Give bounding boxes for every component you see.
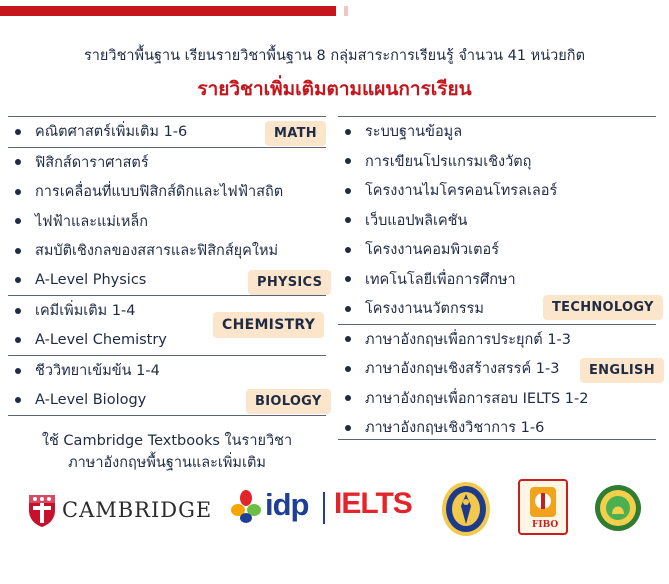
list-item: ภาษาอังกฤษเชิงวิชาการ 1-6 bbox=[338, 413, 656, 443]
bullet-icon bbox=[15, 337, 21, 343]
bullet-icon bbox=[345, 276, 351, 282]
list-item: ภาษาอังกฤษเพื่อการสอบ IELTS 1-2 bbox=[338, 384, 656, 414]
bullet-icon bbox=[345, 366, 351, 372]
list-item: เทคโนโลยีเพื่อการศึกษา bbox=[338, 265, 656, 295]
list-item: ภาษาอังกฤษเพื่อการประยุกต์ 1-3 bbox=[338, 325, 656, 355]
chemistry-group bbox=[8, 295, 326, 355]
subtitle: รายวิชาพื้นฐาน เรียนรายวิชาพื้นฐาน 8 กลุ่มสาระการเรียนรู้ จำนวน 41 หน่วยกิต bbox=[84, 48, 585, 64]
technology-badge: TECHNOLOGY bbox=[543, 295, 663, 320]
top-accent-mark bbox=[344, 6, 348, 16]
list-item: A-Level Chemistry bbox=[8, 326, 326, 356]
left-column bbox=[8, 116, 326, 416]
list-item: ฟิสิกส์ดาราศาสตร์ bbox=[8, 148, 326, 178]
list-item: สมบัติเชิงกลของสสารและฟิสิกส์ยุคใหม่ bbox=[8, 236, 326, 266]
bullet-icon bbox=[15, 248, 21, 254]
english-group bbox=[338, 324, 656, 443]
bullet-icon bbox=[15, 277, 21, 283]
page-title: รายวิชาเพิ่มเติมตามแผนการเรียน bbox=[197, 78, 472, 100]
fibo-wordmark: FIBO bbox=[532, 520, 559, 530]
biology-badge: BIOLOGY bbox=[246, 389, 331, 414]
list-item: ภาษาอังกฤษเชิงสร้างสรรค์ 1-3 bbox=[338, 354, 656, 384]
list-item: คณิตศาสตร์เพิ่มเติม 1-6 bbox=[8, 117, 326, 147]
chemistry-badge: CHEMISTRY bbox=[213, 312, 324, 338]
math-group bbox=[8, 116, 326, 147]
note-line-1: ใช้ Cambridge Textbooks ในรายวิชา bbox=[41, 433, 293, 449]
biology-group bbox=[8, 355, 326, 415]
bullet-icon bbox=[345, 336, 351, 342]
cambridge-note bbox=[8, 430, 326, 474]
bullet-icon bbox=[345, 395, 351, 401]
ielts-wordmark: IELTS bbox=[334, 487, 412, 520]
top-accent-bar bbox=[0, 6, 336, 16]
list-item: ชีววิทยาเข้มข้น 1-4 bbox=[8, 356, 326, 386]
physics-group bbox=[8, 147, 326, 296]
technology-group bbox=[338, 116, 656, 324]
list-item: เว็บแอปพลิเคชัน bbox=[338, 206, 656, 236]
logo-divider bbox=[323, 492, 325, 524]
bullet-icon bbox=[345, 129, 351, 135]
right-column bbox=[338, 116, 656, 443]
math-badge: MATH bbox=[265, 121, 326, 146]
cambridge-wordmark: CAMBRIDGE bbox=[62, 498, 213, 522]
note-line-2: ภาษาอังกฤษพื้นฐานและเพิ่มเติม bbox=[68, 455, 266, 471]
list-item: A-Level Biology bbox=[8, 386, 326, 416]
university-seal-icon bbox=[440, 480, 492, 538]
list-item: ไฟฟ้าและแม่เหล็ก bbox=[8, 207, 326, 237]
university-seal-logo bbox=[440, 480, 492, 542]
bullet-icon bbox=[345, 247, 351, 253]
idp-flower-icon bbox=[230, 490, 262, 524]
list-item: การเขียนโปรแกรมเชิงวัตถุ bbox=[338, 147, 656, 177]
physics-badge: PHYSICS bbox=[248, 270, 331, 295]
bullet-icon bbox=[15, 159, 21, 165]
bullet-icon bbox=[345, 188, 351, 194]
english-badge: ENGLISH bbox=[580, 358, 664, 383]
list-item: โครงงานนวัตกรรม bbox=[338, 294, 656, 324]
bullet-icon bbox=[15, 308, 21, 314]
list-item: การเคลื่อนที่แบบฟิสิกส์ดิกและไฟฟ้าสถิต bbox=[8, 177, 326, 207]
bullet-icon bbox=[15, 368, 21, 374]
bullet-icon bbox=[15, 129, 21, 135]
school-emblem-icon bbox=[594, 484, 642, 532]
list-item: A-Level Physics bbox=[8, 266, 326, 296]
bullet-icon bbox=[345, 217, 351, 223]
bullet-icon bbox=[15, 189, 21, 195]
school-emblem-logo bbox=[594, 484, 642, 536]
partner-logos bbox=[0, 478, 669, 548]
bullet-icon bbox=[345, 306, 351, 312]
list-item: โครงงานไมโครคอนโทรลเลอร์ bbox=[338, 176, 656, 206]
bullet-icon bbox=[15, 397, 21, 403]
cambridge-shield-icon bbox=[28, 494, 56, 528]
right-bottom-rule bbox=[338, 439, 656, 440]
idp-wordmark: idp bbox=[265, 487, 309, 522]
list-item: ระบบฐานข้อมูล bbox=[338, 117, 656, 147]
left-bottom-rule bbox=[8, 415, 326, 416]
list-item: เคมีเพิ่มเติม 1-4 bbox=[8, 296, 326, 326]
bullet-icon bbox=[345, 425, 351, 431]
bullet-icon bbox=[15, 218, 21, 224]
bullet-icon bbox=[345, 158, 351, 164]
list-item: โครงงานคอมพิวเตอร์ bbox=[338, 235, 656, 265]
